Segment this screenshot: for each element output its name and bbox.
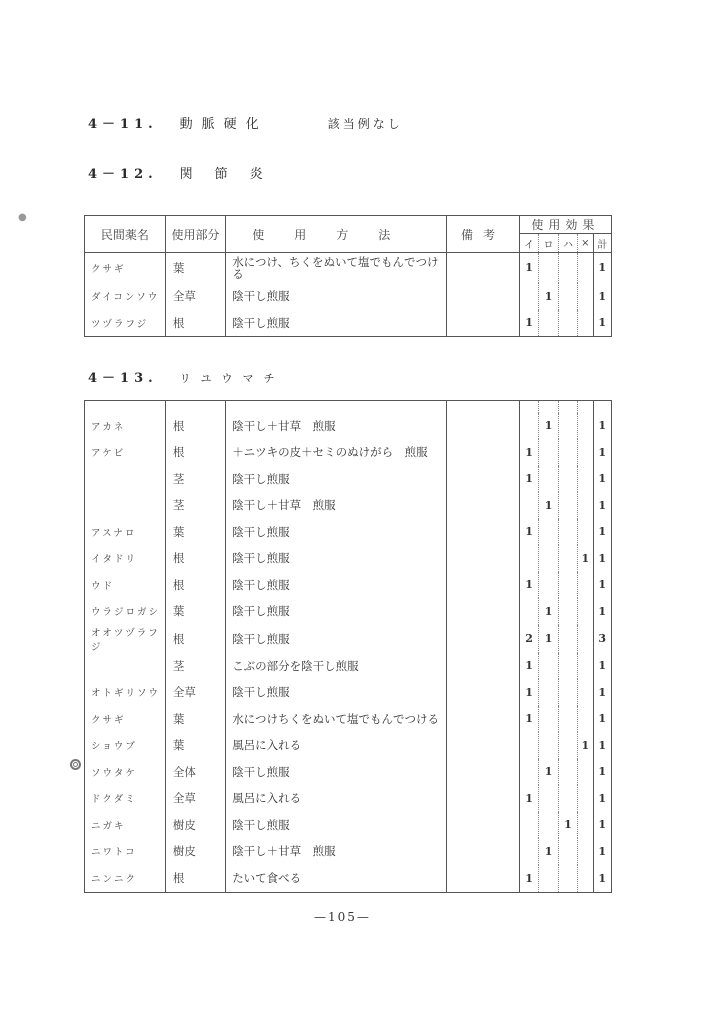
part-used: 茎 (165, 492, 225, 519)
remarks (447, 253, 520, 283)
part-used: 葉 (165, 598, 225, 625)
remarks (447, 865, 520, 893)
effect-total: 1 (598, 818, 607, 832)
remedy-name: ダイコンソウ (85, 283, 166, 310)
effect-total: 1 (598, 738, 607, 752)
effect-i: 1 (519, 785, 538, 812)
remarks (447, 679, 520, 706)
table-row (85, 625, 612, 653)
remedy-name: ツヅラフジ (85, 310, 166, 337)
effect-ro: 1 (539, 492, 558, 519)
effect-ro (539, 519, 558, 546)
rheumatism-table (84, 400, 612, 893)
effect-total: 1 (598, 289, 607, 303)
header-name: 民間薬名 (85, 216, 166, 253)
effect-i: 1 (519, 865, 538, 893)
effect-total: 1 (598, 551, 607, 565)
effect-ha (558, 759, 577, 786)
remarks (447, 759, 520, 786)
section-heading-4-12 (88, 163, 285, 182)
effect-total: 1 (598, 445, 607, 459)
usage-method: 陰干し煎服 (226, 545, 447, 572)
usage-method: 陰干し煎服 (226, 310, 447, 337)
section-number: 4－13. (88, 371, 158, 386)
effect-ha (558, 413, 577, 440)
effect-i: 1 (519, 519, 538, 546)
effect-total: 1 (598, 261, 607, 275)
effect-x (578, 413, 593, 440)
usage-method: 陰干し＋甘草 煎服 (226, 413, 447, 440)
effect-i (519, 413, 538, 440)
effect-ro: 1 (539, 413, 558, 440)
table-row (85, 812, 612, 839)
effect-x (578, 785, 593, 812)
effect-total: 1 (598, 316, 607, 330)
effect-x (578, 439, 593, 466)
remedy-name (85, 466, 166, 493)
effect-i: 1 (519, 679, 538, 706)
part-used: 茎 (165, 653, 225, 680)
usage-method: 陰干し煎服 (226, 812, 447, 839)
effect-ha (558, 310, 577, 337)
effect-i: 1 (519, 466, 538, 493)
remedy-name (85, 653, 166, 680)
effect-x (578, 283, 593, 310)
effect-x (578, 625, 593, 653)
usage-method: たいて食べる (226, 865, 447, 893)
table-row (85, 572, 612, 599)
effect-ha (558, 838, 577, 865)
effect-ro (539, 706, 558, 733)
effect-i: 1 (519, 253, 538, 283)
effect-total: 1 (598, 472, 607, 486)
effect-ha (558, 253, 577, 283)
table-row (85, 545, 612, 572)
effect-ro: 1 (539, 759, 558, 786)
arthritis-table (84, 215, 612, 337)
effect-ro (539, 572, 558, 599)
table-row (85, 679, 612, 706)
table-row (85, 519, 612, 546)
part-used: 葉 (165, 706, 225, 733)
effect-i (519, 759, 538, 786)
margin-circle-mark (70, 759, 81, 770)
effect-ha (558, 545, 577, 572)
table-row (85, 653, 612, 680)
table-row (85, 413, 612, 440)
effect-i (519, 812, 538, 839)
part-used: 根 (165, 625, 225, 653)
usage-method: 陰干し煎服 (226, 572, 447, 599)
remedy-name: ニワトコ (85, 838, 166, 865)
effect-i (519, 732, 538, 759)
effect-ro (539, 439, 558, 466)
remarks (447, 439, 520, 466)
remarks (447, 545, 520, 572)
effect-ro: 1 (539, 283, 558, 310)
effect-i (519, 492, 538, 519)
remarks (447, 283, 520, 310)
header-effect-i: イ (519, 234, 538, 253)
effect-ro: 1 (539, 598, 558, 625)
effect-ha (558, 598, 577, 625)
effect-ha (558, 492, 577, 519)
usage-method: 風呂に入れる (226, 732, 447, 759)
section-title: 動脈硬化 (179, 117, 268, 132)
section-heading-4-11 (88, 113, 403, 132)
part-used: 葉 (165, 253, 225, 283)
effect-x (578, 679, 593, 706)
remedy-name: ショウブ (85, 732, 166, 759)
effect-x (578, 572, 593, 599)
remedy-name: ソウタケ (85, 759, 166, 786)
effect-ro (539, 310, 558, 337)
part-used: 根 (165, 310, 225, 337)
effect-ro (539, 653, 558, 680)
section-number: 4－11. (88, 117, 158, 132)
part-used: 根 (165, 413, 225, 440)
effect-total: 1 (598, 765, 607, 779)
effect-ro (539, 812, 558, 839)
table-row (85, 865, 612, 893)
effect-x: 1 (578, 732, 593, 759)
section-note: 該当例なし (327, 117, 403, 131)
table-row (85, 838, 612, 865)
effect-ha (558, 466, 577, 493)
effect-x (578, 838, 593, 865)
remarks (447, 310, 520, 337)
effect-total: 3 (598, 632, 607, 645)
effect-ha (558, 283, 577, 310)
remedy-name: イタドリ (85, 545, 166, 572)
remedy-name: ニガキ (85, 812, 166, 839)
table-row (85, 492, 612, 519)
effect-i: 1 (519, 706, 538, 733)
part-used: 葉 (165, 732, 225, 759)
table-row (85, 785, 612, 812)
usage-method: 陰干し煎服 (226, 759, 447, 786)
remedy-name: オトギリソウ (85, 679, 166, 706)
usage-method: 陰干し煎服 (226, 598, 447, 625)
effect-total: 1 (598, 791, 607, 805)
effect-ro (539, 785, 558, 812)
part-used: 根 (165, 545, 225, 572)
effect-ha (558, 679, 577, 706)
effect-ro: 1 (539, 838, 558, 865)
effect-ha (558, 865, 577, 893)
remedy-name: オオツヅラフジ (85, 625, 166, 653)
remarks (447, 598, 520, 625)
effect-ro (539, 732, 558, 759)
effect-x (578, 310, 593, 337)
remarks (447, 653, 520, 680)
effect-i: 1 (519, 572, 538, 599)
remarks (447, 732, 520, 759)
effect-total: 1 (598, 685, 607, 699)
remedy-name: アカネ (85, 413, 166, 440)
effect-ro (539, 466, 558, 493)
remarks (447, 838, 520, 865)
effect-x (578, 865, 593, 893)
effect-ha (558, 439, 577, 466)
part-used: 全草 (165, 679, 225, 706)
remarks (447, 413, 520, 440)
remedy-name: アケビ (85, 439, 166, 466)
remarks (447, 572, 520, 599)
effect-total: 1 (598, 498, 607, 512)
part-used: 樹皮 (165, 838, 225, 865)
usage-method: 水につけ、ちくをぬいて塩でもんでつける (226, 253, 447, 283)
effect-total: 1 (598, 578, 607, 592)
table-row (85, 466, 612, 493)
remarks (447, 466, 520, 493)
effect-ro: 1 (539, 625, 558, 653)
effect-total: 1 (598, 844, 607, 858)
header-part: 使用部分 (165, 216, 225, 253)
remedy-name: クサギ (85, 706, 166, 733)
section-title: リユウマチ (179, 372, 285, 385)
effect-ha (558, 572, 577, 599)
table-row (85, 439, 612, 466)
effect-x (578, 812, 593, 839)
effect-i (519, 283, 538, 310)
effect-i: 1 (519, 439, 538, 466)
part-used: 葉 (165, 519, 225, 546)
effect-ro (539, 253, 558, 283)
effect-ha: 1 (558, 812, 577, 839)
remarks (447, 706, 520, 733)
effect-i (519, 598, 538, 625)
effect-x (578, 706, 593, 733)
remedy-name: ウラジロガシ (85, 598, 166, 625)
header-use: 使用方法 (226, 216, 447, 253)
remedy-name: ウド (85, 572, 166, 599)
table-row (85, 759, 612, 786)
table-row (85, 253, 612, 283)
effect-i: 1 (519, 310, 538, 337)
section-title: 関節炎 (179, 167, 285, 182)
part-used: 根 (165, 439, 225, 466)
effect-ha (558, 625, 577, 653)
effect-x (578, 598, 593, 625)
header-note: 備考 (447, 216, 520, 253)
effect-x: 1 (578, 545, 593, 572)
effect-total: 1 (598, 659, 607, 673)
effect-x (578, 653, 593, 680)
effect-ha (558, 706, 577, 733)
effect-ha (558, 519, 577, 546)
effect-total: 1 (598, 871, 607, 885)
remarks (447, 519, 520, 546)
effect-ro (539, 679, 558, 706)
part-used: 全体 (165, 759, 225, 786)
remarks (447, 785, 520, 812)
header-effect-total: 計 (593, 234, 611, 253)
usage-method: 風呂に入れる (226, 785, 447, 812)
effect-total: 1 (598, 419, 607, 433)
effect-total: 1 (598, 712, 607, 726)
effect-ro (539, 865, 558, 893)
usage-method: 陰干し＋甘草 煎服 (226, 492, 447, 519)
effect-i: 1 (519, 653, 538, 680)
effect-ro (539, 545, 558, 572)
remarks (447, 812, 520, 839)
effect-x (578, 466, 593, 493)
effect-ha (558, 653, 577, 680)
remedy-name: ドクダミ (85, 785, 166, 812)
usage-method: こぶの部分を陰干し煎服 (226, 653, 447, 680)
margin-speck: ● (18, 212, 27, 223)
part-used: 樹皮 (165, 812, 225, 839)
effect-x (578, 759, 593, 786)
usage-method: 陰干し煎服 (226, 283, 447, 310)
remarks (447, 625, 520, 653)
usage-method: 陰干し煎服 (226, 625, 447, 653)
remedy-name (85, 492, 166, 519)
remedy-name: アスナロ (85, 519, 166, 546)
effect-x (578, 492, 593, 519)
table-row (85, 310, 612, 337)
usage-method: 陰干し煎服 (226, 519, 447, 546)
usage-method: 陰干し煎服 (226, 679, 447, 706)
remarks (447, 492, 520, 519)
part-used: 全草 (165, 283, 225, 310)
effect-i (519, 545, 538, 572)
part-used: 根 (165, 572, 225, 599)
effect-i: 2 (519, 625, 538, 653)
usage-method: 陰干し＋甘草 煎服 (226, 838, 447, 865)
effect-i (519, 838, 538, 865)
effect-x (578, 253, 593, 283)
effect-total: 1 (598, 525, 607, 539)
section-number: 4－12. (88, 167, 158, 182)
usage-method: 陰干し煎服 (226, 466, 447, 493)
part-used: 全草 (165, 785, 225, 812)
table-row (85, 598, 612, 625)
header-effect-ha: ハ (558, 234, 577, 253)
effect-total: 1 (598, 604, 607, 618)
effect-x (578, 519, 593, 546)
effect-ha (558, 785, 577, 812)
table-row (85, 732, 612, 759)
part-used: 根 (165, 865, 225, 893)
header-effect-ro: ロ (539, 234, 558, 253)
usage-method: 水につけちくをぬいて塩でもんでつける (226, 706, 447, 733)
section-heading-4-13 (88, 367, 284, 386)
part-used: 茎 (165, 466, 225, 493)
page-number: —105— (314, 910, 371, 924)
usage-method: ＋ニツキの皮＋セミのぬけがら 煎服 (226, 439, 447, 466)
remedy-name: クサギ (85, 253, 166, 283)
header-effect: 使用効果 (519, 216, 611, 234)
effect-ha (558, 732, 577, 759)
remedy-name: ニンニク (85, 865, 166, 893)
table-row (85, 283, 612, 310)
header-effect-x: × (578, 234, 593, 253)
table-row (85, 706, 612, 733)
